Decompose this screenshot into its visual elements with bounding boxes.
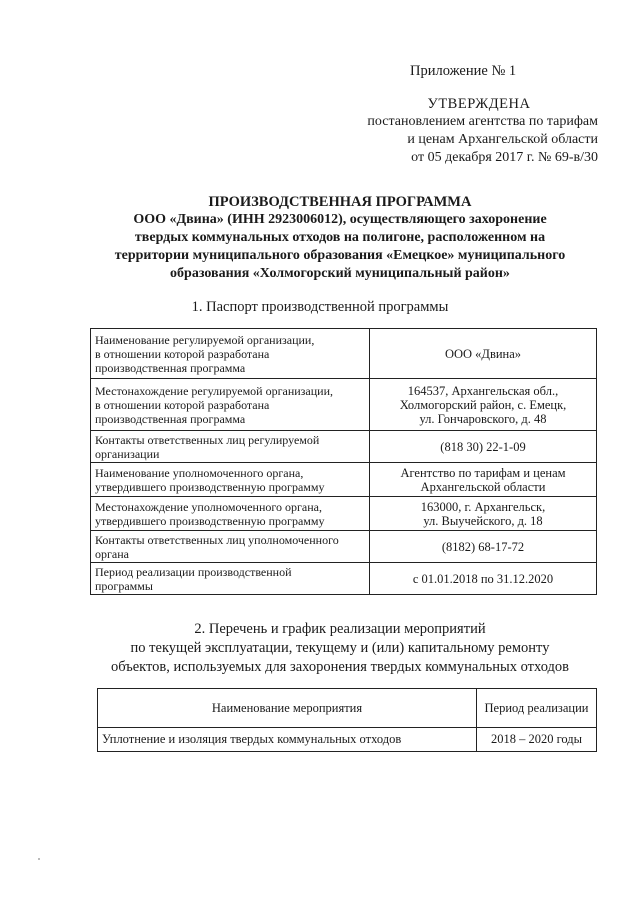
passport-key-cell bbox=[91, 563, 370, 595]
passport-key-line: утвердившего производственную программу bbox=[95, 479, 325, 494]
document-title bbox=[60, 193, 620, 283]
passport-key-cell bbox=[91, 379, 370, 431]
approval-head: УТВЕРЖДЕНА bbox=[427, 96, 531, 112]
passport-key-line: программы bbox=[95, 578, 153, 593]
passport-key-line: утвердившего производственную программу bbox=[95, 513, 325, 528]
plan-header-name: Наименование мероприятия bbox=[98, 689, 477, 728]
table-row bbox=[91, 531, 597, 563]
approval-line: постановлением агентства по тарифам bbox=[367, 114, 598, 129]
passport-key-cell bbox=[91, 497, 370, 531]
table-row bbox=[91, 329, 597, 379]
passport-key-line: Наименование уполномоченного органа, bbox=[95, 465, 304, 480]
section1-heading: 1. Паспорт производственной программы bbox=[191, 299, 449, 315]
section2-heading bbox=[60, 620, 620, 677]
passport-key-cell bbox=[91, 431, 370, 463]
appendix-label: Приложение № 1 bbox=[410, 63, 517, 79]
passport-key-cell bbox=[91, 531, 370, 563]
table-row bbox=[91, 379, 597, 431]
plan-header-period: Период реализации bbox=[477, 689, 597, 728]
passport-value-line: ул. Выучейского, д. 18 bbox=[423, 513, 543, 528]
passport-key-line: производственная программа bbox=[95, 360, 246, 375]
table-row bbox=[91, 497, 597, 531]
title-line: ООО «Двина» (ИНН 2923006012), осуществляющего захоронение bbox=[133, 212, 547, 227]
scan-speck bbox=[38, 858, 40, 860]
passport-value-cell bbox=[370, 563, 597, 595]
passport-value-line: 163000, г. Архангельск, bbox=[420, 499, 546, 514]
passport-key-line: в отношении которой разработана bbox=[95, 346, 270, 361]
passport-table bbox=[90, 328, 597, 595]
title-line: территории муниципального образования «Емецкое» муниципального bbox=[114, 248, 566, 263]
passport-value-line: Архангельской области bbox=[420, 479, 546, 494]
table-row bbox=[91, 463, 597, 497]
title-line: образования «Холмогорский муниципальный район» bbox=[170, 266, 510, 281]
table-row bbox=[91, 563, 597, 595]
title-line: твердых коммунальных отходов на полигоне, расположенном на bbox=[134, 230, 546, 245]
section2-line: по текущей эксплуатации, текущему и (или) капитальному ремонту bbox=[130, 640, 550, 656]
passport-value-line: ул. Гончаровского, д. 48 bbox=[419, 411, 547, 426]
passport-value-line: ООО «Двина» bbox=[444, 346, 522, 361]
passport-value-cell bbox=[370, 431, 597, 463]
plan-table bbox=[97, 688, 597, 752]
passport-key-line: Наименование регулируемой организации, bbox=[95, 332, 315, 347]
plan-cell-period: 2018 – 2020 годы bbox=[477, 728, 597, 752]
table-row bbox=[98, 728, 597, 752]
passport-key-line: Контакты ответственных лиц уполномоченного bbox=[95, 532, 339, 547]
passport-key-line: производственная программа bbox=[95, 411, 246, 426]
passport-key-line: Период реализации производственной bbox=[95, 564, 292, 579]
passport-value-line: (8182) 68-17-72 bbox=[441, 539, 525, 554]
passport-key-line: Контакты ответственных лиц регулируемой bbox=[95, 432, 320, 447]
passport-value-line: (818 30) 22-1-09 bbox=[440, 439, 526, 454]
passport-value-line: 164537, Архангельская обл., bbox=[407, 383, 559, 398]
passport-value-cell bbox=[370, 379, 597, 431]
passport-key-line: Местонахождение регулируемой организации, bbox=[95, 383, 334, 398]
approval-line: и ценам Архангельской области bbox=[407, 132, 598, 147]
section2-line: объектов, используемых для захоронения твердых коммунальных отходов bbox=[110, 659, 570, 675]
passport-key-line: в отношении которой разработана bbox=[95, 397, 270, 412]
passport-value-cell bbox=[370, 531, 597, 563]
approval-stamp bbox=[320, 95, 598, 167]
passport-value-cell bbox=[370, 497, 597, 531]
passport-value-cell bbox=[370, 329, 597, 379]
passport-key-cell bbox=[91, 463, 370, 497]
passport-value-line: Холмогорский район, с. Емецк, bbox=[399, 397, 567, 412]
passport-key-cell bbox=[91, 329, 370, 379]
table-row bbox=[91, 431, 597, 463]
passport-key-line: Местонахождение уполномоченного органа, bbox=[95, 499, 322, 514]
plan-header-row bbox=[98, 689, 597, 728]
passport-value-cell bbox=[370, 463, 597, 497]
plan-cell-name: Уплотнение и изоляция твердых коммунальных отходов bbox=[98, 728, 477, 752]
approval-line: от 05 декабря 2017 г. № 69-в/30 bbox=[411, 150, 598, 165]
title-line: ПРОИЗВОДСТВЕННАЯ ПРОГРАММА bbox=[208, 194, 472, 210]
section2-line: 2. Перечень и график реализации мероприятий bbox=[194, 621, 486, 637]
passport-value-line: с 01.01.2018 по 31.12.2020 bbox=[412, 571, 554, 586]
passport-value-line: Агентство по тарифам и ценам bbox=[400, 465, 566, 480]
passport-key-line: организации bbox=[95, 446, 160, 461]
passport-key-line: органа bbox=[95, 546, 129, 561]
